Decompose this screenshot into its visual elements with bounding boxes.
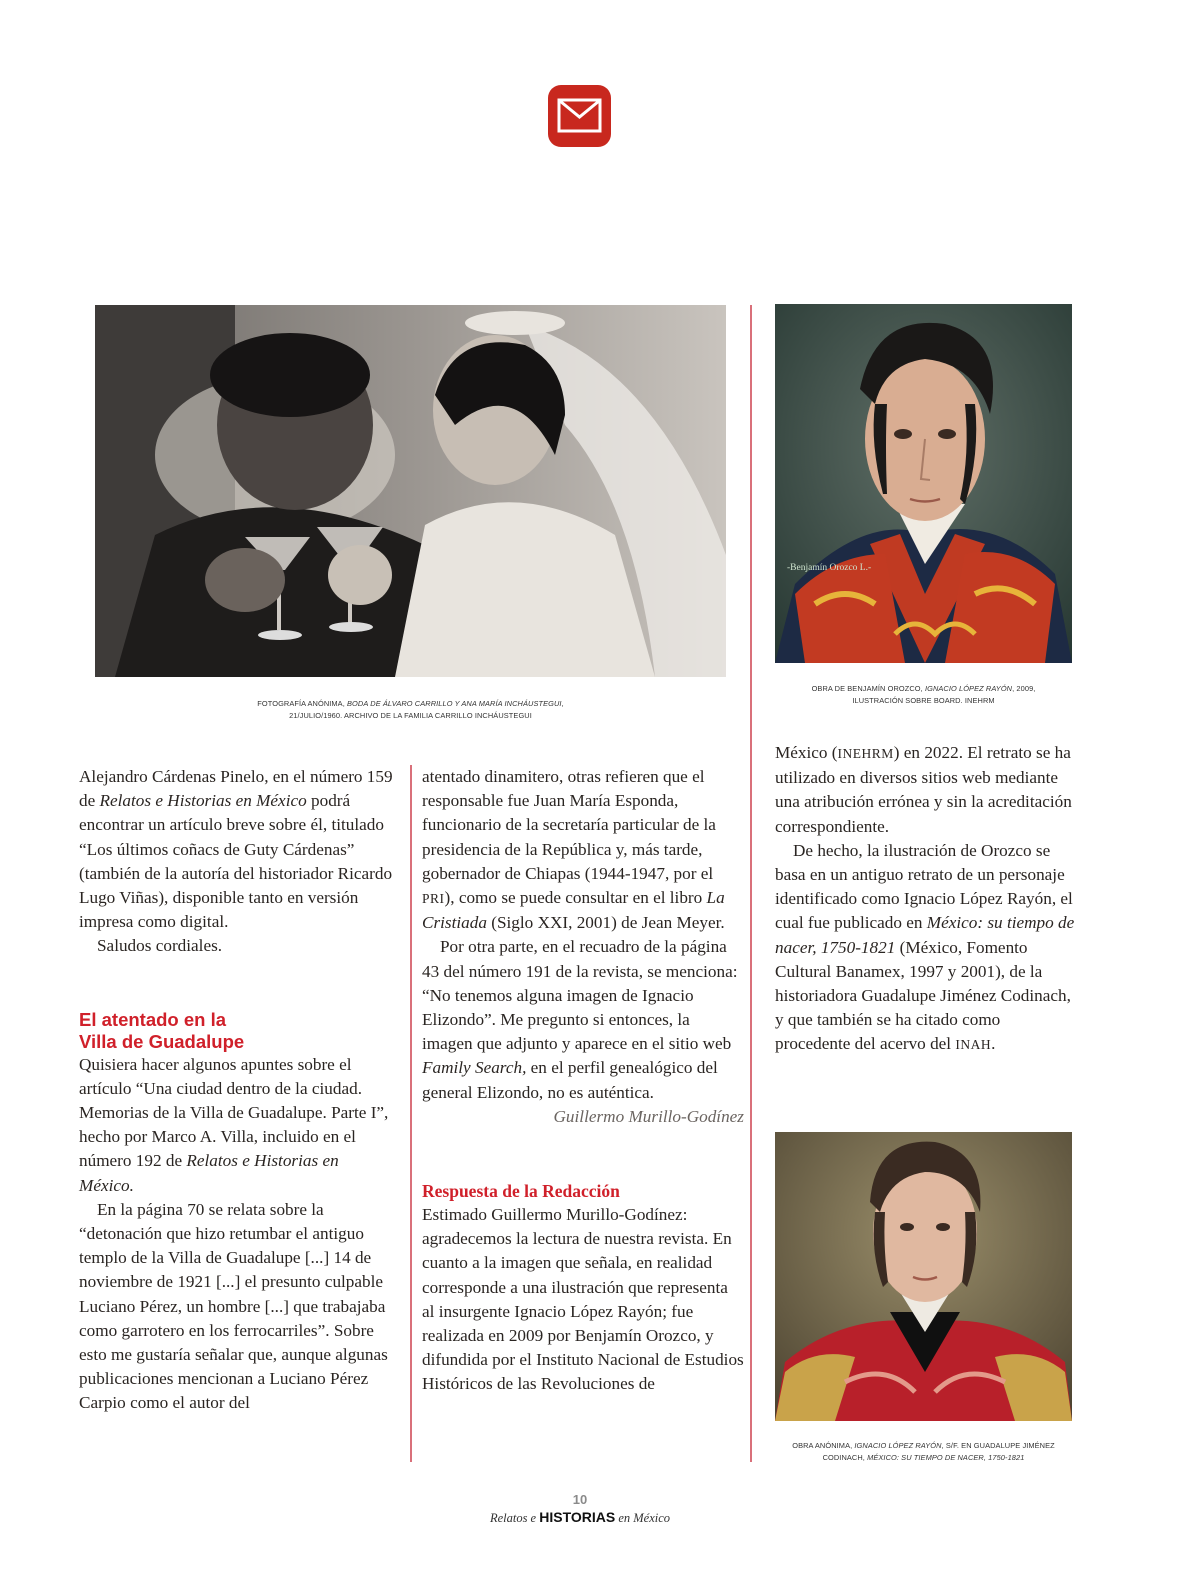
text: Alejandro Cárdenas Pinelo, en el número 159 de xyxy=(79,767,393,811)
heading-line: El atentado en la xyxy=(79,1008,227,1030)
magazine-name-part: HISTORIAS xyxy=(539,1509,616,1525)
portrait-signature: -Benjamín Orozco L.- xyxy=(787,563,872,573)
paragraph xyxy=(422,765,744,935)
caption-text: OBRA DE BENJAMÍN OROZCO, xyxy=(811,684,925,693)
column-1 xyxy=(79,765,397,1416)
orozco-portrait-caption xyxy=(775,683,1072,707)
text: México ( xyxy=(775,743,838,762)
section-heading xyxy=(79,1009,397,1053)
wedding-photo-caption xyxy=(95,698,726,722)
text: De hecho, la ilustración de Orozco se basa en un antiguo retrato de un personaje identificado como Ignacio López Rayón, el cual fue publicado en xyxy=(775,840,1073,933)
column-2 xyxy=(422,765,744,1397)
heading-line: Villa de Guadalupe xyxy=(79,1030,245,1052)
text: atentado dinamitero, otras refieren que el responsable fue Juan María Esponda, funcionario de la secretaría particular de la presidencia de la República y, más tarde, gobernador de Chiapas (1944-1947, por el xyxy=(422,767,716,883)
wedding-photo xyxy=(95,305,726,677)
text: Por otra parte, en el recuadro de la página 43 del número 191 de la revista, se menciona: “No tenemos alguna imagen de Ignacio Elizondo”. Me pregunto si entonces, la imagen que adjunto y aparece en el sitio web xyxy=(422,937,738,1054)
caption-text: , 2009, xyxy=(1012,684,1036,693)
response-heading: Respuesta de la Redacción xyxy=(422,1181,620,1202)
magazine-title: Relatos e Historias en México xyxy=(99,791,307,811)
paragraph xyxy=(79,765,397,934)
text: (México, Fomento Cultural Banamex, 1997 y 2001), de la historiadora Guadalupe Jiménez Codinach, y que también se ha citado como procedente del acervo del xyxy=(775,937,1071,1054)
paragraph xyxy=(775,839,1075,1058)
text: podrá encontrar un artículo breve sobre él, titulado “Los últimos coñacs de Guty Cárdenas” (también de la autoría del historiador Ricardo Lugo Viñas), disponible tanto en versión impresa como digital. xyxy=(79,791,393,932)
magazine-name xyxy=(430,1509,730,1526)
anonymous-portrait xyxy=(775,1132,1072,1421)
closing-line: Saludos cordiales. xyxy=(97,936,223,956)
caption-text: OBRA ANÓNIMA, xyxy=(792,1441,855,1450)
text: Quisiera hacer algunos apuntes sobre el artículo “Una ciudad dentro de la ciudad. Memorias de la Villa de Guadalupe. Parte I”, hecho por Marco A. Villa, incluido en el número 192 de xyxy=(79,1054,389,1171)
paragraph: En la página 70 se relata sobre la “detonación que hizo retumbar el antiguo templo de la Villa de Guadalupe [...] 14 de noviembre de 1921 [...] el presunto culpable Luciano Pérez, un hombre [...] que trabajaba como garrotero en los ferrocarriles”. Sobre esto me gustaría señalar que, aunque algunas publicaciones mencionan a Luciano Pérez Carpio como el autor del xyxy=(79,1199,388,1413)
page-number: 10 xyxy=(572,1492,588,1507)
caption-text: CODINACH, xyxy=(822,1453,868,1462)
text: (Siglo XXI, 2001) de Jean Meyer. xyxy=(486,913,725,933)
author-signature: Guillermo Murillo-Godínez xyxy=(553,1106,744,1126)
column-divider xyxy=(410,765,412,1462)
acronym: PRI xyxy=(422,891,445,907)
paragraph xyxy=(79,1053,397,1198)
acronym: INAH xyxy=(955,1037,992,1053)
orozco-portrait xyxy=(775,304,1072,663)
paragraph xyxy=(775,741,1075,839)
column-divider xyxy=(750,305,752,1462)
caption-text: FOTOGRAFÍA ANÓNIMA, xyxy=(257,699,348,708)
caption-text: , xyxy=(561,699,564,708)
website-name: Family Search, xyxy=(422,1058,527,1078)
text: . xyxy=(991,1034,996,1054)
caption-title: IGNACIO LÓPEZ RAYÓN xyxy=(854,1441,942,1450)
book-title: La Cristiada xyxy=(422,888,725,933)
caption-title: MÉXICO: SU TIEMPO DE NACER, 1750-1821 xyxy=(867,1453,1025,1462)
paragraph xyxy=(422,935,744,1104)
caption-title: BODA DE ÁLVARO CARRILLO Y ANA MARÍA INCHÁUSTEGUI xyxy=(347,699,562,708)
magazine-name-part: Relatos e xyxy=(489,1511,540,1525)
text: ) en 2022. El retrato se ha utilizado en diversos sitios web mediante una atribución errónea y sin la acreditación correspondiente. xyxy=(775,743,1072,836)
caption-text: ILUSTRACIÓN SOBRE BOARD. INEHRM xyxy=(852,696,995,705)
caption-text: , S/F. EN GUADALUPE JIMÉNEZ xyxy=(941,1441,1055,1450)
acronym: INEHRM xyxy=(837,746,894,761)
text: ), como se puede consultar en el libro xyxy=(444,888,707,908)
magazine-title: Relatos e Historias en México. xyxy=(79,1151,339,1195)
book-title: México: su tiempo de nacer, 1750-1821 xyxy=(775,913,1075,957)
anonymous-portrait-caption xyxy=(775,1440,1072,1464)
caption-title: IGNACIO LÓPEZ RAYÓN xyxy=(924,684,1013,693)
caption-text: 21/JULIO/1960. ARCHIVO DE LA FAMILIA CARRILLO INCHÁUSTEGUI xyxy=(289,711,532,720)
paragraph: Estimado Guillermo Murillo-Godínez: agradecemos la lectura de nuestra revista. En cuanto a la imagen que señala, en realidad corresponde a una ilustración que representa al insurgente Ignacio López Rayón; fue realizada en 2009 por Benjamín Orozco, y difundida por el Instituto Nacional de Estudios Históricos de las Revoluciones de xyxy=(422,1205,744,1394)
magazine-name-part: en México xyxy=(615,1511,671,1525)
column-3 xyxy=(775,741,1075,1058)
mail-icon xyxy=(548,85,611,147)
text: en el perfil genealógico del general Elizondo, no es auténtica. xyxy=(422,1058,718,1102)
